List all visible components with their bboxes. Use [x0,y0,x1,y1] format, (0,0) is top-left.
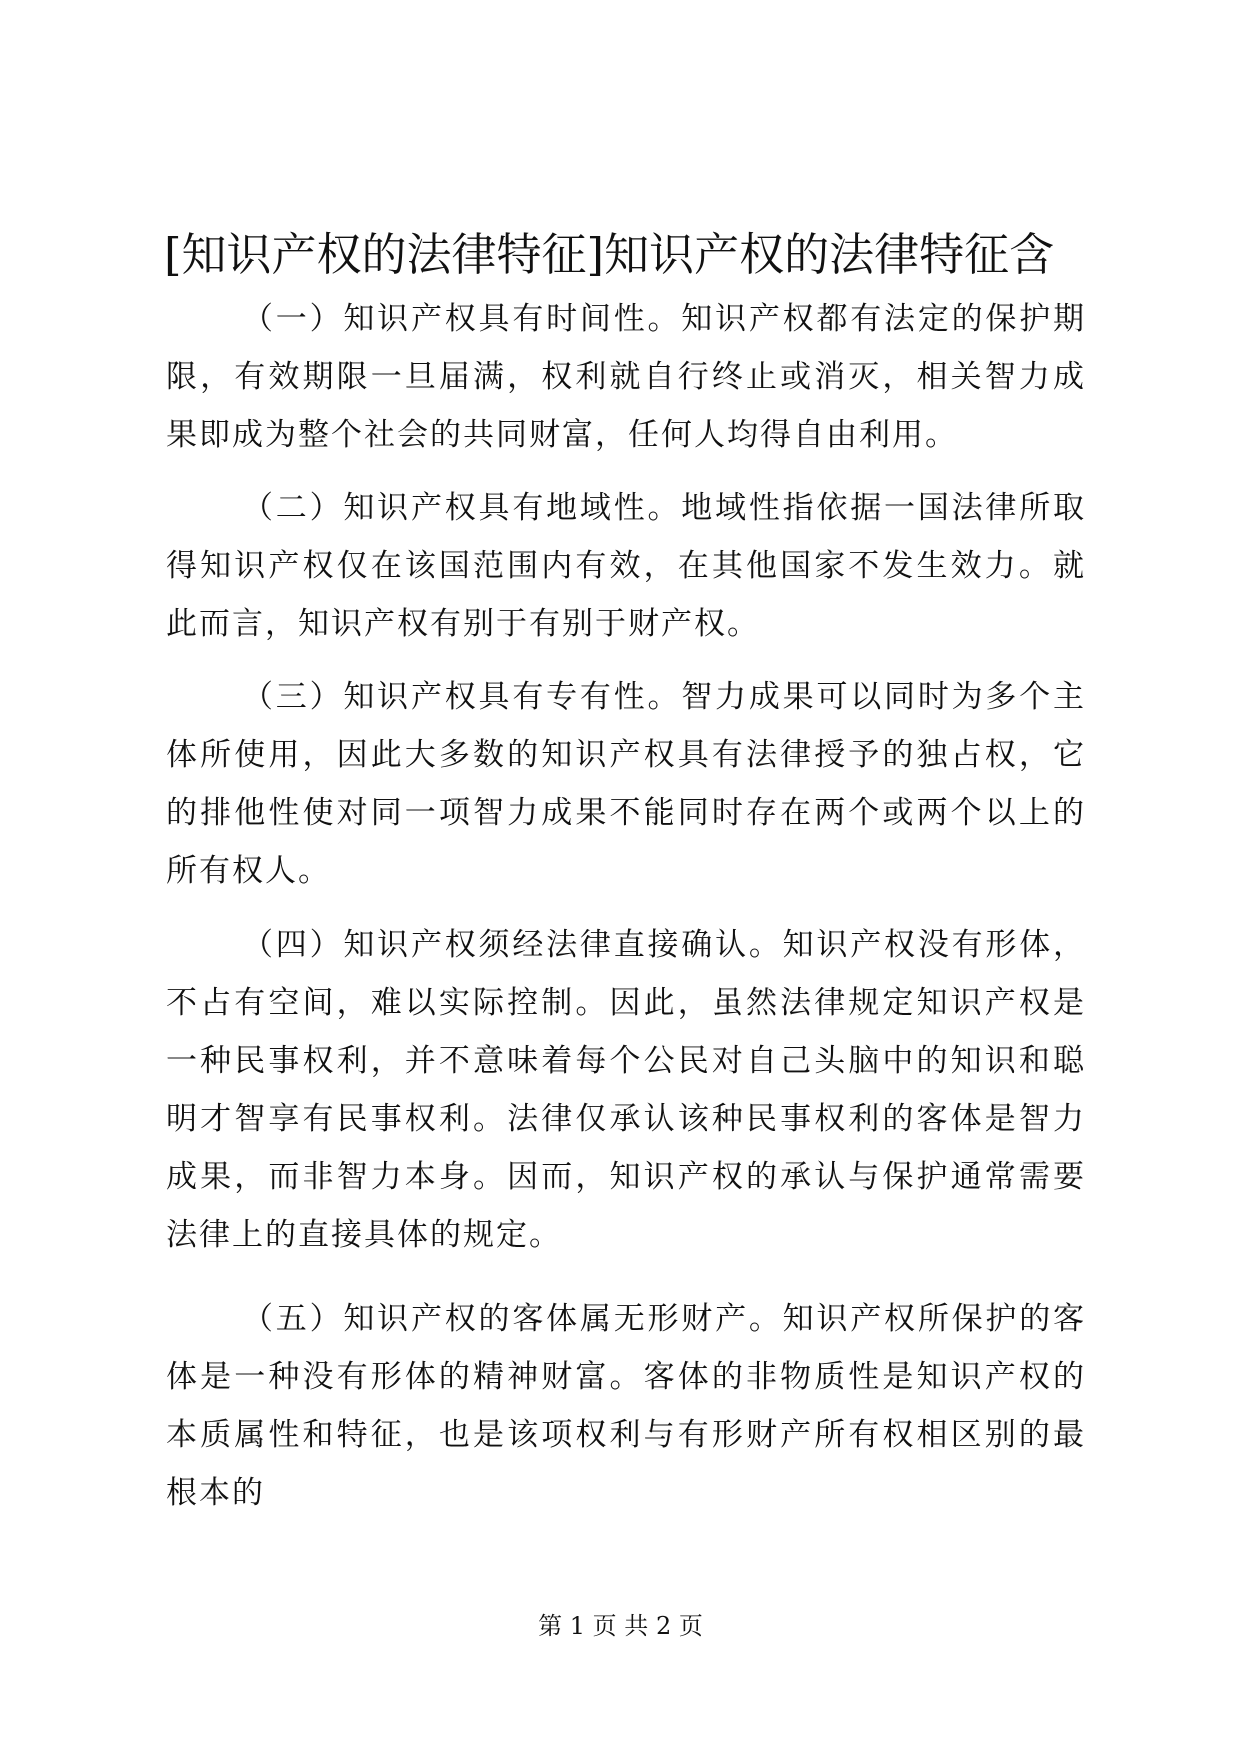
page-number-footer: 第 1 页 共 2 页 [538,1612,703,1640]
paragraph-2-territoriality: （二）知识产权具有地域性。地域性指依据一国法律所取得知识产权仅在该国范围内有效，在其他国家不发生效力。就此而言，知识产权有别于有别于财产权。 [166,490,1086,642]
paragraph-3-exclusivity: （三）知识产权具有专有性。智力成果可以同时为多个主体所使用，因此大多数的知识产权具有法律授予的独占权，它的排他性使对同一项智力成果不能同时存在两个或两个以上的所有权人。 [166,679,1086,889]
paragraph-1-time-limit: （一）知识产权具有时间性。知识产权都有法定的保护期限，有效期限一旦届满，权利就自行终止或消灭，相关智力成果即成为整个社会的共同财富，任何人均得自由利用。 [166,301,1086,453]
document-title: [知识产权的法律特征]知识产权的法律特征含 [164,228,1055,281]
paragraph-4-legal-confirmation: （四）知识产权须经法律直接确认。知识产权没有形体，不占有空间，难以实际控制。因此，虽然法律规定知识产权是一种民事权利，并不意味着每个公民对自己头脑中的知识和聪明才智享有民事权利。法律仅承认该种民事权利的客体是智力成果，而非智力本身。因而，知识产权的承认与保护通常需要法律上的直接具体的规定。 [166,927,1086,1253]
paragraph-5-intangible-property: （五）知识产权的客体属无形财产。知识产权所保护的客体是一种没有形体的精神财富。客体的非物质性是知识产权的本质属性和特征，也是该项权利与有形财产所有权相区别的最根本的 [166,1301,1086,1511]
